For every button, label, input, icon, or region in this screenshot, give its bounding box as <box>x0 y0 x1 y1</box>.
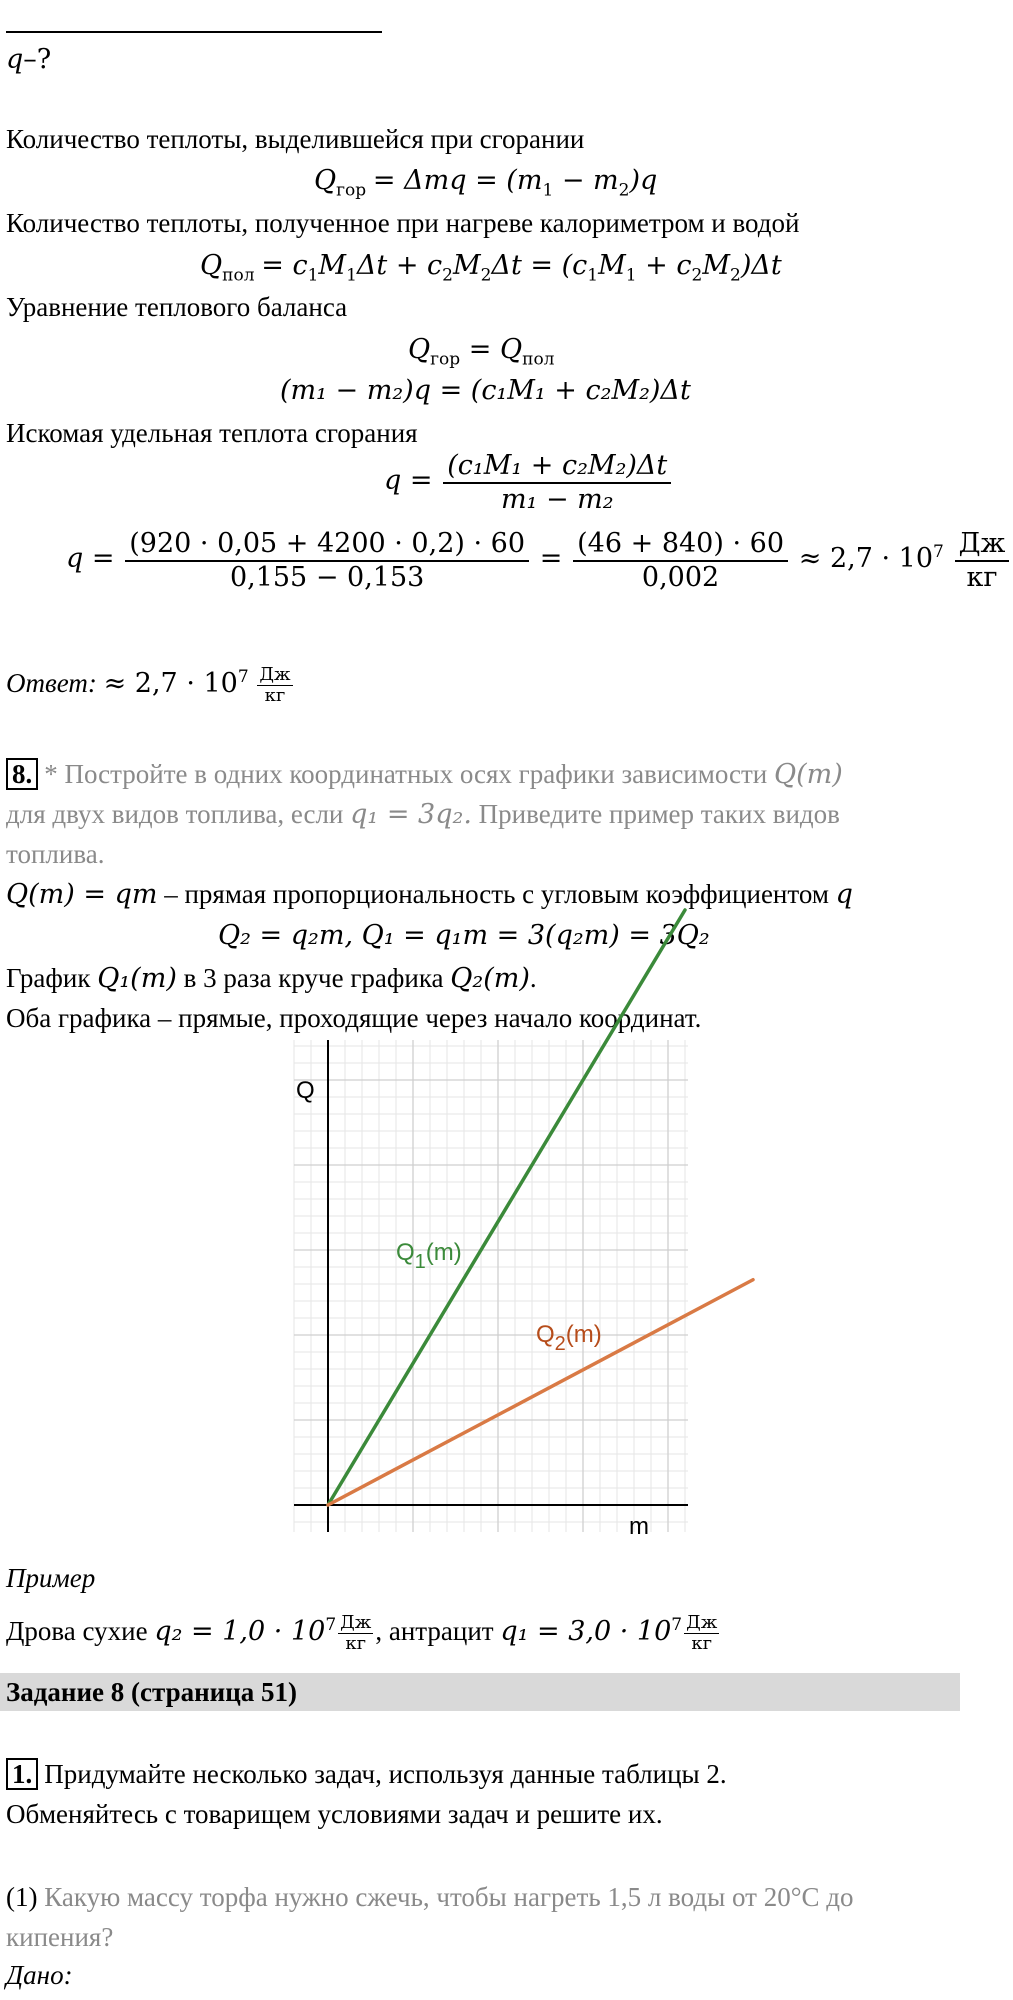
formula-q-general <box>384 450 675 516</box>
f2-lhs: Q <box>200 250 223 281</box>
f2-q: )Δt <box>740 250 782 281</box>
answer-value: ≈ 2,7 · 10 <box>103 668 238 699</box>
f2-h: Δt = (c <box>491 250 588 281</box>
f6-lhs: q = <box>66 543 115 575</box>
para-balance: Уравнение теплового баланса <box>6 292 348 322</box>
s8-l3c: в 3 раза круче графика <box>176 963 451 993</box>
f6-exp: 7 <box>933 542 944 563</box>
s8-l3a: График <box>6 963 98 993</box>
series-label-q2 <box>536 1321 602 1355</box>
task8-number: 8. <box>6 758 38 790</box>
f2-p: 2 <box>730 265 741 286</box>
f2-rhs: = c <box>261 250 308 281</box>
f2-sub: пол <box>222 265 255 286</box>
s8-l3b: Q₁(m) <box>97 963 177 994</box>
para-heat-released: Количество теплоты, выделившейся при сгорании <box>6 124 585 154</box>
series-label-q1 <box>396 1239 462 1273</box>
solution8-formulas: Q₂ = q₂m, Q₁ = q₁m = 3(q₂m) = 3Q₂ <box>218 920 710 951</box>
question1-line2: кипения? <box>6 1922 114 1952</box>
solution8-line1 <box>6 877 853 912</box>
q2-label-main: Q <box>536 1321 555 1348</box>
s8-l1-math: Q(m) = qm <box>6 879 158 910</box>
f5-den: m₁ − m₂ <box>500 484 614 515</box>
solution8-line3 <box>6 961 537 996</box>
formula-balance-expanded: (m₁ − m₂)q = (c₁M₁ + c₂M₂)Δt <box>280 375 691 406</box>
f1-end: )q <box>629 165 658 196</box>
task8-line2 <box>6 797 840 832</box>
f3-eq: = <box>460 334 500 365</box>
solution8-line4: Оба графика – прямые, проходящие через начало координат. <box>6 1003 702 1033</box>
chart-series <box>328 910 753 1505</box>
task1-number: 1. <box>6 1758 38 1790</box>
question1-text1: Какую массу торфа нужно сжечь, чтобы нагреть 1,5 л воды от 20°С до <box>37 1882 854 1912</box>
para-heat-received: Количество теплоты, полученное при нагреве калориметром и водой <box>6 208 800 238</box>
f5-num: (c₁M₁ + c₂M₂)Δt <box>443 450 671 484</box>
given-label: Дано: <box>6 1960 73 1990</box>
f6-num1: (920 · 0,05 + 4200 · 0,2) · 60 <box>125 528 529 562</box>
find-line <box>6 42 51 77</box>
f2-i: 1 <box>587 265 599 286</box>
example-q1: q₁ = 3,0 · 10 <box>500 1616 672 1647</box>
find-dash: –? <box>23 44 52 75</box>
example-line <box>6 1608 721 1654</box>
q1-label-tail: (m) <box>425 1239 462 1266</box>
f2-f: M <box>453 250 481 281</box>
f6-frac1 <box>125 528 529 594</box>
f2-d: Δt + c <box>356 250 443 281</box>
task1-text1: Придумайте несколько задач, используя данные таблицы 2. <box>44 1759 727 1789</box>
f3-s1: гор <box>430 349 461 370</box>
chart-xlabel: m <box>629 1513 649 1540</box>
f2-e: 2 <box>442 265 453 286</box>
formula-q-pol <box>200 248 782 292</box>
s8-l1-text: – прямая пропорциональность с угловым коэффициентом <box>157 879 836 909</box>
f2-g: 2 <box>480 265 492 286</box>
example-unit2-den: кг <box>691 1633 713 1655</box>
question1-number: (1) <box>6 1882 38 1912</box>
f2-k: 1 <box>625 265 637 286</box>
top-rule <box>6 31 382 33</box>
example-unit1-num: Дж <box>340 1612 372 1634</box>
f6-num2: (46 + 840) · 60 <box>573 528 788 562</box>
f6-unit-num: Дж <box>955 528 1010 562</box>
q1-label-main: Q <box>396 1239 415 1266</box>
example-exp2: 7 <box>671 1615 683 1635</box>
q-m-chart <box>274 1040 688 1550</box>
f6-frac2 <box>573 528 788 594</box>
f6-approx: ≈ 2,7 · 10 <box>798 543 933 575</box>
f1-s1: 1 <box>542 180 554 201</box>
answer-label: Ответ: <box>6 668 97 698</box>
q2-label-tail: (m) <box>565 1321 602 1348</box>
example-exp1: 7 <box>325 1615 337 1635</box>
question1-line1 <box>6 1880 854 1914</box>
example-unit1-den: кг <box>345 1633 367 1655</box>
formula-q-numeric <box>66 528 1013 594</box>
f2-j: M <box>598 250 626 281</box>
task8-line3: топлива. <box>6 839 105 869</box>
series-line-1 <box>328 910 685 1505</box>
f5-fraction <box>443 450 671 516</box>
example-b: , антрацит <box>375 1616 501 1646</box>
section-header <box>0 1673 960 1711</box>
example-unit2 <box>684 1613 719 1654</box>
f1-sub: гор <box>336 180 367 201</box>
task8-text1: * Постройте в одних координатных осях графики зависимости <box>44 759 774 789</box>
example-label: Пример <box>6 1563 96 1593</box>
f3-q1: Q <box>408 334 431 365</box>
f2-a: 1 <box>307 265 319 286</box>
example-a: Дрова сухие <box>6 1616 155 1646</box>
section-title: Задание 8 (страница 51) <box>6 1677 298 1707</box>
answer-line <box>6 660 295 706</box>
f2-c: 1 <box>346 265 357 286</box>
s8-l3e: . <box>529 963 537 993</box>
task1-line2: Обменяйтесь с товарищем условиями задач и решите их. <box>6 1799 663 1829</box>
f6-unit-den: кг <box>966 562 998 593</box>
f6-den1: 0,155 − 0,153 <box>229 562 425 593</box>
f2-b: M <box>318 250 347 281</box>
f1-rhs: = Δmq = (m <box>372 165 543 196</box>
answer-unit-den: кг <box>264 685 286 707</box>
q2-label-sub: 2 <box>554 1333 566 1355</box>
f6-den2: 0,002 <box>641 562 720 593</box>
answer-unit <box>257 665 292 706</box>
f3-q2: Q <box>499 334 523 365</box>
formula-q-gor <box>314 163 657 207</box>
s8-l3d: Q₂(m) <box>450 963 530 994</box>
task8-line1 <box>6 757 843 792</box>
chart-minor-grid <box>294 1040 688 1532</box>
f5-lhs: q = <box>384 465 433 497</box>
task8-text2b: Приведите пример таких видов <box>471 799 840 829</box>
answer-exp: 7 <box>237 667 249 687</box>
f3-s2: пол <box>522 349 555 370</box>
f2-l: + c <box>636 250 692 281</box>
f2-o: M <box>702 250 730 281</box>
f1-lhs: Q <box>314 165 337 196</box>
f1-mid: − m <box>553 165 619 196</box>
find-q: q <box>6 44 24 75</box>
f6-eq: = <box>539 543 563 575</box>
q1-label-sub: 1 <box>414 1251 426 1273</box>
answer-unit-num: Дж <box>259 664 291 686</box>
example-unit2-num: Дж <box>686 1612 718 1634</box>
task8-condition: q₁ = 3q₂. <box>350 799 472 830</box>
task8-qm: Q(m) <box>774 759 843 790</box>
f6-unit <box>955 528 1010 594</box>
formula-balance <box>408 332 554 376</box>
example-q2: q₂ = 1,0 · 10 <box>154 1616 326 1647</box>
example-unit1 <box>338 1613 373 1654</box>
task8-text2a: для двух видов топлива, если <box>6 799 351 829</box>
para-specific-heat: Искомая удельная теплота сгорания <box>6 418 418 448</box>
chart-ylabel: Q <box>296 1077 315 1104</box>
task1-line1 <box>6 1757 727 1791</box>
f2-n: 2 <box>691 265 703 286</box>
f1-s2: 2 <box>618 180 630 201</box>
s8-l1-q: q <box>835 879 853 910</box>
